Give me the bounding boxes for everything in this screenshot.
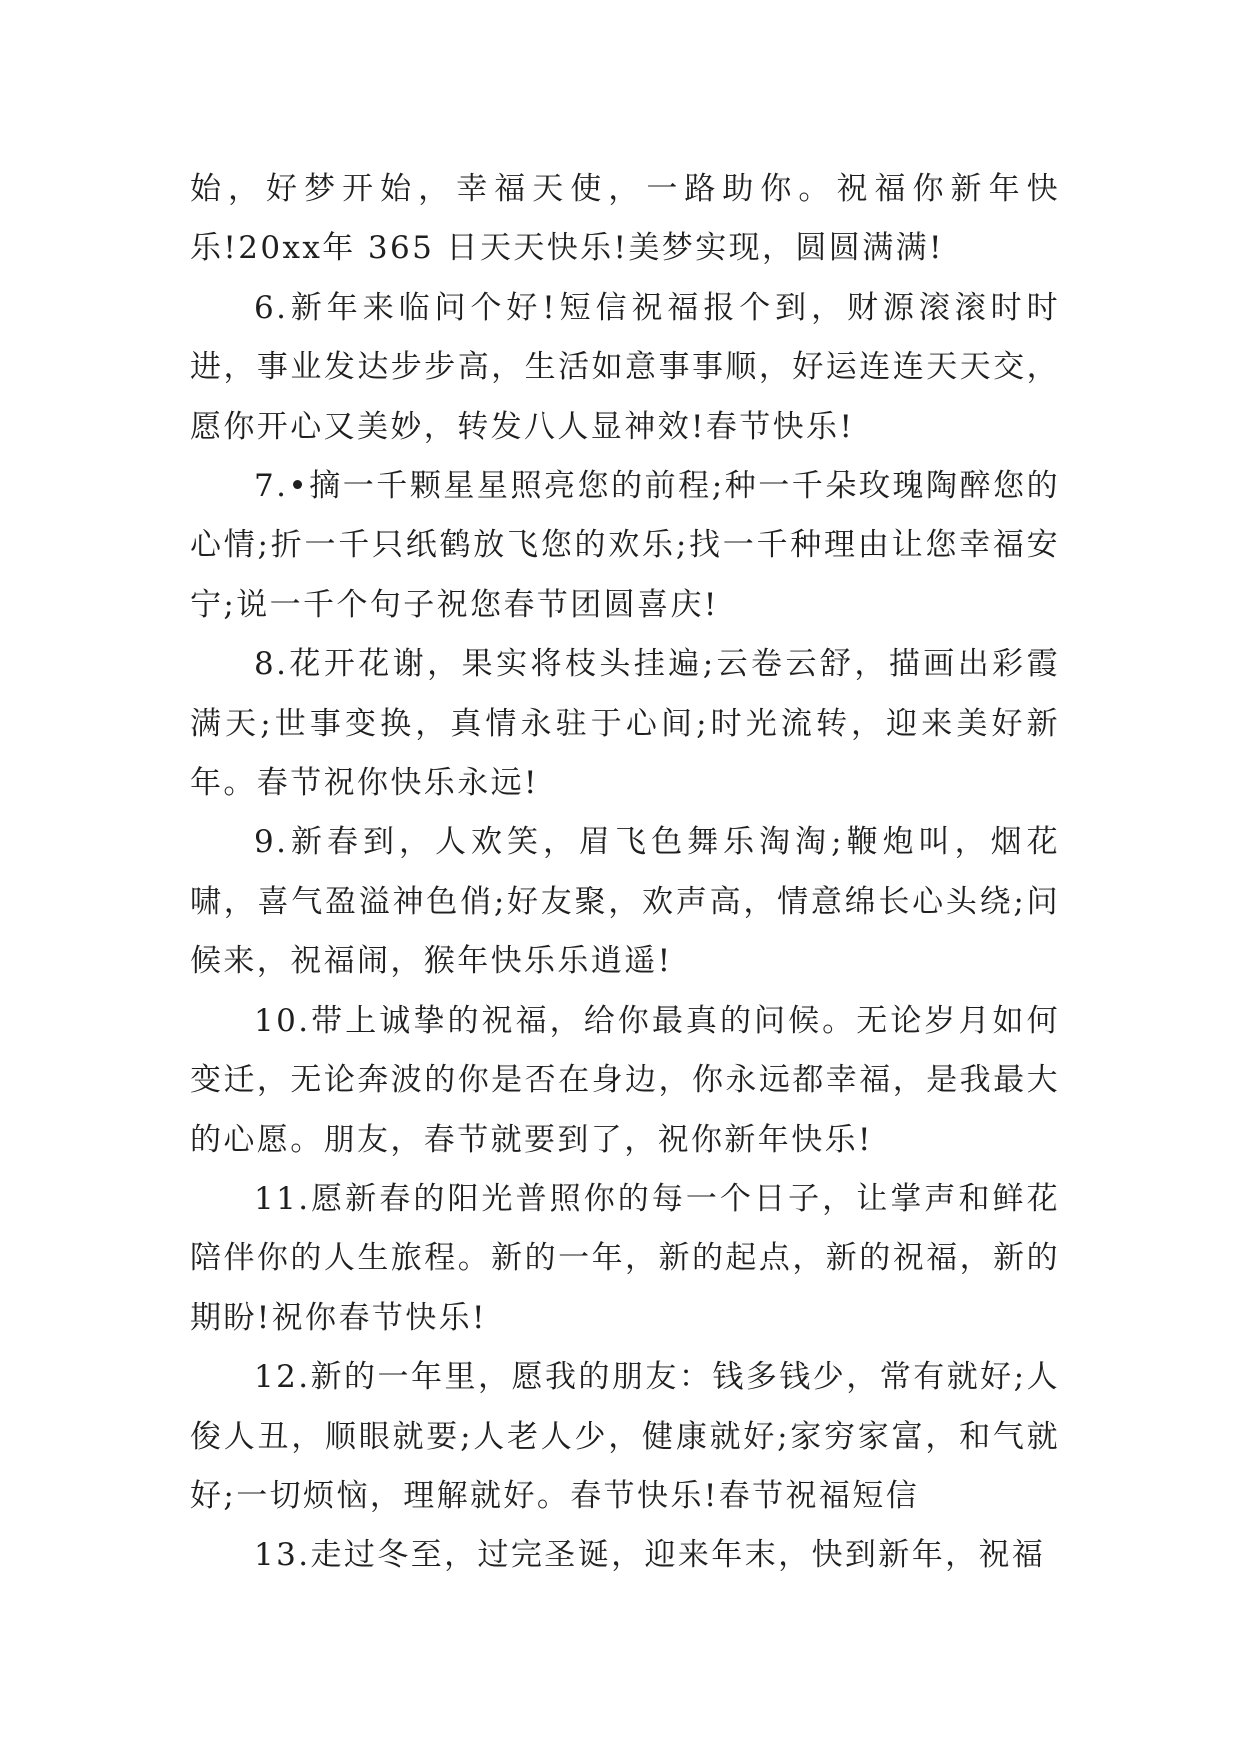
paragraph-item-7: 7.•摘一千颗星星照亮您的前程;种一千朵玫瑰陶醉您的心情;折一千只纸鹤放飞您的欢乐;找一千种理由让您幸福安宁;说一千个句子祝您春节团圆喜庆! xyxy=(190,468,1060,623)
paragraph-item-6: 6.新年来临问个好!短信祝福报个到，财源滚滚时时进，事业发达步步高，生活如意事事顺，好运连连天天交，愿你开心又美妙，转发八人显神效!春节快乐! xyxy=(190,289,1060,445)
paragraph-item-11: 11.愿新春的阳光普照你的每一个日子，让掌声和鲜花陪伴你的人生旅程。新的一年，新的起点，新的祝福，新的期盼!祝你春节快乐! xyxy=(190,1180,1060,1336)
paragraph-item-9: 9.新春到，人欢笑，眉飞色舞乐淘淘;鞭炮叫，烟花啸，喜气盈溢神色俏;好友聚，欢声高，情意绵长心头绕;问候来，祝福闹，猴年快乐乐逍遥! xyxy=(190,824,1060,980)
paragraph-item-12: 12.新的一年里，愿我的朋友：钱多钱少，常有就好;人俊人丑，顺眼就要;人老人少，健康就好;家穷家富，和气就好;一切烦恼，理解就好。春节快乐!春节祝福短信 xyxy=(190,1359,1060,1514)
paragraph-item-10: 10.带上诚挚的祝福，给你最真的问候。无论岁月如何变迁，无论奔波的你是否在身边，你永远都幸福，是我最大的心愿。朋友，春节就要到了，祝你新年快乐! xyxy=(190,1002,1060,1158)
document-body xyxy=(190,160,1060,1586)
paragraph-item-8: 8.花开花谢，果实将枝头挂遍;云卷云舒，描画出彩霞满天;世事变换，真情永驻于心间;时光流转，迎来美好新年。春节祝你快乐永远! xyxy=(190,646,1060,802)
paragraph-item-13: 13.走过冬至，过完圣诞，迎来年末，快到新年，祝福 xyxy=(254,1537,1046,1574)
paragraph-continuation: 始，好梦开始，幸福天使，一路助你。祝福你新年快乐!20xx年 365 日天天快乐!美梦实现，圆圆满满! xyxy=(190,171,1060,267)
